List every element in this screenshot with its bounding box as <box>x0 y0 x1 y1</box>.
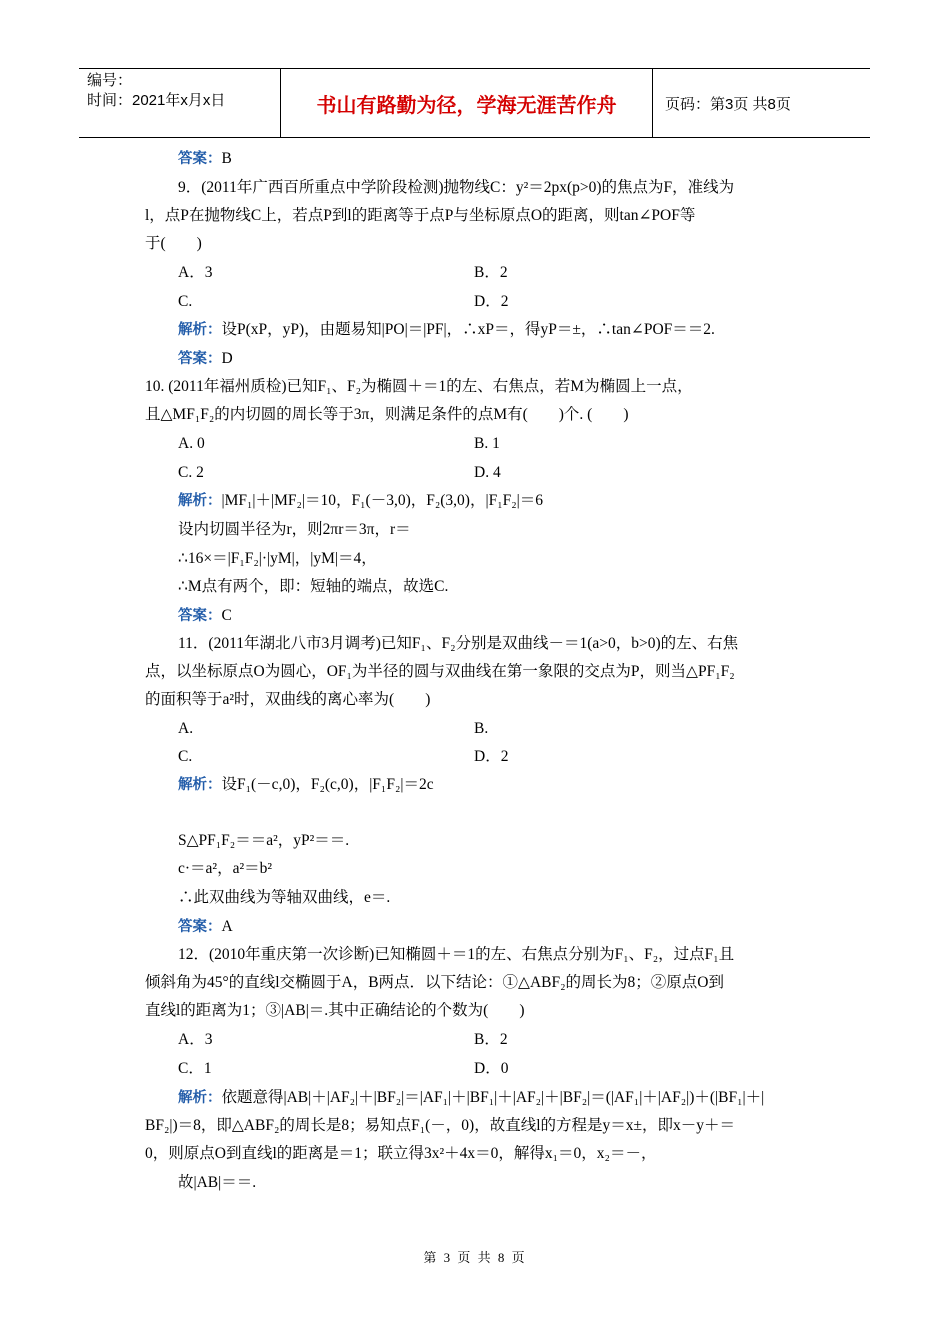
answer-label: 答案： <box>178 351 222 367</box>
text-line: 0，则原点O到直线l的距离是＝1；联立得3x²＋4x＝0，解得x₁＝0，x₂＝－， <box>145 1145 657 1162</box>
serial-label: 编号： <box>87 72 133 89</box>
page-footer: 第 3 页 共 8 页 <box>423 1250 527 1265</box>
text-line: ∴16×＝|F₁F₂|·|yM|，|yM|＝4， <box>178 550 377 567</box>
text-line: D．2 <box>474 293 509 310</box>
text-line: A．3 <box>178 264 213 281</box>
header-page-info: 页码：第3页 共8页 <box>665 95 791 113</box>
text-line: 11．(2011年湖北八市3月调考)已知F₁、F₂分别是双曲线－＝1(a>0，b>0)的左、右焦 <box>178 635 739 652</box>
text-line: 答案：C <box>178 607 232 624</box>
text-line: l，点P在抛物线C上，若点P到l的距离等于点P与坐标原点O的距离，则tan∠POF等 <box>145 207 696 224</box>
text-line: D．0 <box>474 1060 509 1077</box>
time-label: 时间：2021年x月x日 <box>87 92 226 109</box>
text-line: 解析：设F₁(－c,0)，F₂(c,0)，|F₁F₂|＝2c <box>178 776 434 793</box>
text-line: ∴此双曲线为等轴双曲线，e＝. <box>178 889 391 906</box>
header-motto: 书山有路勤为径，学海无涯苦作舟 <box>281 69 653 137</box>
text-line: 解析：依题意得|AB|＋|AF₂|＋|BF₂|＝|AF₁|＋|BF₁|＋|AF₂|＋|BF₂|＝(|AF₁|＋|AF₂|)＋(|BF₁|＋| <box>178 1089 765 1106</box>
answer-label: 解析： <box>178 1090 222 1106</box>
text-line: 点，以坐标原点O为圆心，OF₁为半径的圆与双曲线在第一象限的交点为P，则当△PF₁F₂ <box>145 663 735 680</box>
text-line: C．1 <box>178 1060 212 1077</box>
text-line: 答案：A <box>178 918 233 935</box>
text-line: BF₂|)＝8，即△ABF₂的周长是8；易知点F₁(－，0)，故直线l的方程是y＝x±，即x－y＋＝ <box>145 1117 736 1134</box>
text-line: c·＝a²，a²＝b² <box>178 860 272 877</box>
text-line: 答案：B <box>178 150 232 167</box>
text-line: A. <box>178 720 194 737</box>
text-line: A．3 <box>178 1031 213 1048</box>
answer-label: 答案： <box>178 151 222 167</box>
page-header <box>79 68 870 138</box>
text-line: ∴M点有两个，即：短轴的端点，故选C. <box>178 578 449 595</box>
answer-label: 解析： <box>178 322 222 338</box>
text-line: C. 2 <box>178 464 204 481</box>
text-line: D. 4 <box>474 464 501 481</box>
text-line: B. 1 <box>474 435 500 452</box>
text-line: B. <box>474 720 489 737</box>
text-line: 答案：D <box>178 350 233 367</box>
text-line: B．2 <box>474 1031 508 1048</box>
text-line: 故|AB|＝＝. <box>178 1174 257 1191</box>
text-line: C. <box>178 748 193 765</box>
text-line: 设内切圆半径为r，则2πr＝3π，r＝ <box>178 521 411 538</box>
text-line: 且△MF₁F₂的内切圆的周长等于3π，则满足条件的点M有( )个. ( ) <box>145 406 629 423</box>
text-line: A. 0 <box>178 435 205 452</box>
text-line: 直线l的距离为1；③|AB|＝.其中正确结论的个数为( ) <box>145 1002 525 1019</box>
text-line: 倾斜角为45°的直线l交椭圆于A，B两点．以下结论：①△ABF₂的周长为8；②原点O到 <box>145 974 724 991</box>
text-line: S△PF₁F₂＝＝a²，yP²＝＝. <box>178 832 350 849</box>
text-line: C. <box>178 293 193 310</box>
answer-label: 答案： <box>178 608 222 624</box>
text-line: D．2 <box>474 748 509 765</box>
answer-label: 解析： <box>178 777 222 793</box>
text-line: 12．(2010年重庆第一次诊断)已知椭圆＋＝1的左、右焦点分别为F₁、F₂，过点F₁且 <box>178 946 735 963</box>
answer-label: 解析： <box>178 493 222 509</box>
text-line: 解析：|MF₁|＋|MF₂|＝10，F₁(－3,0)，F₂(3,0)，|F₁F₂|＝6 <box>178 492 543 509</box>
text-line: 的面积等于a²时，双曲线的离心率为( ) <box>145 691 431 708</box>
text-line: 于( ) <box>145 235 202 252</box>
text-line: 10. (2011年福州质检)已知F₁、F₂为椭圆＋＝1的左、右焦点，若M为椭圆上一点， <box>145 378 693 395</box>
answer-label: 答案： <box>178 919 222 935</box>
header-meta <box>79 69 281 137</box>
text-line: 解析：设P(xP，yP)，由题易知|PO|＝|PF|，∴xP＝，得yP＝±，∴tan∠POF＝＝2. <box>178 321 715 338</box>
text-line: B．2 <box>474 264 508 281</box>
text-line: 9．(2011年广西百所重点中学阶段检测)抛物线C：y²＝2px(p>0)的焦点为F，准线为 <box>178 179 735 196</box>
